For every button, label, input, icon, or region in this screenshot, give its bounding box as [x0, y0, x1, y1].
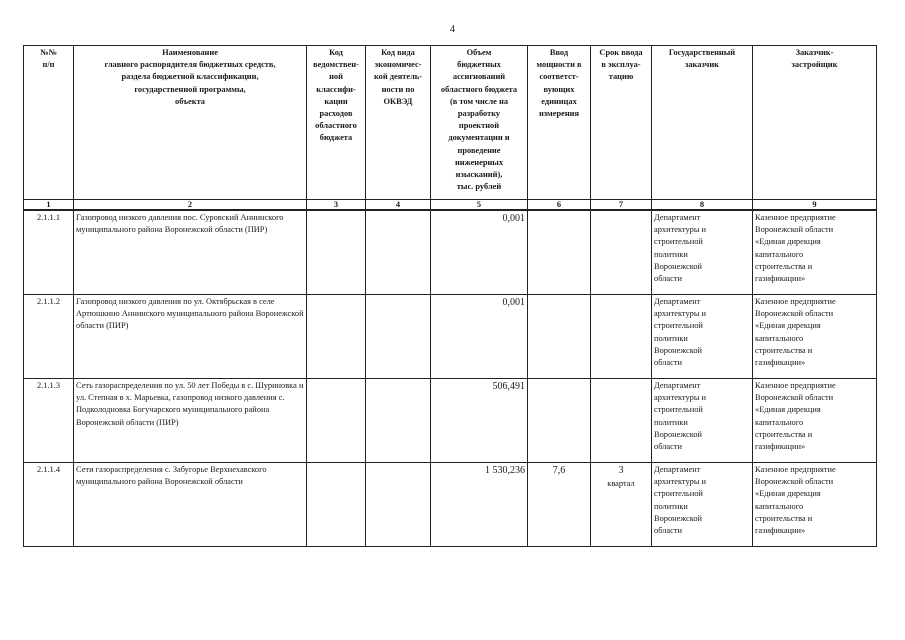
object-name: Газопровод низкого давления пос. Суровский Аннинского муниципального района Воронежской области (ПИР)	[74, 210, 307, 295]
customer-developer: Казенное предприятие Воронежской области «Единая дирекция капитального строительства и газификации»	[753, 379, 877, 463]
header-cell: Государственный заказчик	[652, 46, 753, 200]
column-number: 6	[528, 200, 591, 211]
capacity	[528, 379, 591, 463]
okved-code	[366, 210, 431, 295]
capacity	[528, 295, 591, 379]
object-name: Газопровод низкого давления по ул. Октябрьская в селе Артюшкино Аннинского муниципального района Воронежской области (ПИР)	[74, 295, 307, 379]
dept-code	[307, 379, 366, 463]
okved-code	[366, 463, 431, 547]
row-number: 2.1.1.3	[24, 379, 74, 463]
column-number: 1	[24, 200, 74, 211]
okved-code	[366, 379, 431, 463]
customer-developer: Казенное предприятие Воронежской области «Единая дирекция капитального строительства и газификации»	[753, 295, 877, 379]
column-number: 3	[307, 200, 366, 211]
header-cell: Код ведомствен- ной классифи- кации расходов областного бюджета	[307, 46, 366, 200]
column-number: 8	[652, 200, 753, 211]
row-number: 2.1.1.2	[24, 295, 74, 379]
capital-investment-table	[23, 45, 877, 547]
term-number: 3	[618, 465, 624, 476]
table-row	[24, 379, 877, 463]
table-row	[24, 295, 877, 379]
capacity: 7,6	[528, 463, 591, 547]
dept-code	[307, 295, 366, 379]
term-unit: квартал	[607, 479, 635, 488]
column-number: 7	[591, 200, 652, 211]
column-number: 2	[74, 200, 307, 211]
page-number: 4	[450, 24, 455, 35]
header-cell: Код вида экономичес- кой деятель- ности по ОКВЭД	[366, 46, 431, 200]
column-number: 9	[753, 200, 877, 211]
customer-developer: Казенное предприятие Воронежской области «Единая дирекция капитального строительства и газификации»	[753, 463, 877, 547]
header-cell: Срок ввода в эксплуа- тацию	[591, 46, 652, 200]
state-customer: Департамент архитектуры и строительной политики Воронежской области	[652, 463, 753, 547]
commissioning-term	[591, 463, 652, 547]
commissioning-term	[591, 295, 652, 379]
state-customer: Департамент архитектуры и строительной политики Воронежской области	[652, 379, 753, 463]
dept-code	[307, 463, 366, 547]
capacity	[528, 210, 591, 295]
header-cell: Ввод мощности в соответст- вующих единицах измерения	[528, 46, 591, 200]
column-number-row	[24, 200, 877, 211]
commissioning-term	[591, 379, 652, 463]
header-row	[24, 46, 877, 200]
okved-code	[366, 295, 431, 379]
object-name: Сети газораспределения с. Забугорье Верхнехавского муниципального района Воронежской области	[74, 463, 307, 547]
budget-amount: 1 530,236	[431, 463, 528, 547]
header-cell: №№ п/п	[24, 46, 74, 200]
state-customer: Департамент архитектуры и строительной политики Воронежской области	[652, 210, 753, 295]
header-cell: Объем бюджетных ассигнований областного бюджета (в том числе на разработку проектной документации и проведение инженерных изысканий), тыс. рублей	[431, 46, 528, 200]
header-cell: Заказчик- застройщик	[753, 46, 877, 200]
table-row	[24, 463, 877, 547]
object-name: Сеть газораспределения по ул. 50 лет Победы в с. Шуриновка и ул. Степная в х. Марьевка, газопровод низкого давления с. Подколодновка Богучарского муниципального района Воронежской области (ПИР)	[74, 379, 307, 463]
budget-amount: 506,491	[431, 379, 528, 463]
column-number: 5	[431, 200, 528, 211]
budget-amount: 0,001	[431, 295, 528, 379]
header-cell: Наименование главного распорядителя бюджетных средств, раздела бюджетной классификации, государственной программы, объекта	[74, 46, 307, 200]
column-number: 4	[366, 200, 431, 211]
row-number: 2.1.1.1	[24, 210, 74, 295]
table-row	[24, 210, 877, 295]
customer-developer: Казенное предприятие Воронежской области «Единая дирекция капитального строительства и газификации»	[753, 210, 877, 295]
state-customer: Департамент архитектуры и строительной политики Воронежской области	[652, 295, 753, 379]
commissioning-term	[591, 210, 652, 295]
row-number: 2.1.1.4	[24, 463, 74, 547]
dept-code	[307, 210, 366, 295]
budget-amount: 0,001	[431, 210, 528, 295]
